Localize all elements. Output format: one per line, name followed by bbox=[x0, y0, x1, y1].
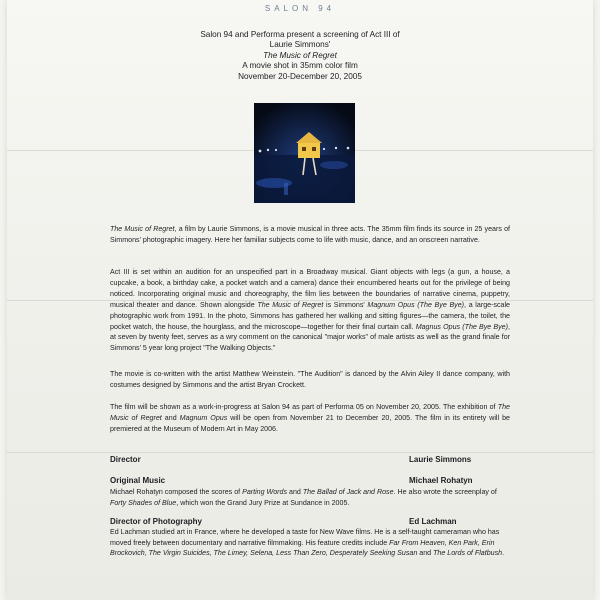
credit-name: Michael Rohatyn bbox=[409, 476, 473, 485]
bio-text: . bbox=[502, 549, 505, 558]
paragraph-text: The film will be shown as a work-in-progress at Salon 94 as part of Performa 05 on November 20, 2005. The exhibition of bbox=[110, 403, 498, 411]
paragraph-text: , a film by Laurie Simmons, is a movie musical in three acts. The 35mm film finds its source in 25 years of Simmons' photographic imagery. Here her familiar subjects come to life with music, dance, and an onscreen narrative. bbox=[110, 225, 510, 244]
film-title: Parting Words bbox=[242, 488, 288, 496]
paragraph-collaborators bbox=[110, 369, 510, 391]
film-title: The Music of Regret bbox=[110, 403, 510, 422]
artwork-title: Magnum Opus (The Bye Bye) bbox=[367, 300, 465, 309]
artwork-title: Magnum Opus bbox=[179, 413, 228, 422]
artwork-title: Magnus Opus (The Bye Bye) bbox=[415, 322, 508, 331]
header-dates: November 20-December 20, 2005 bbox=[238, 71, 362, 81]
paragraph-screening bbox=[110, 402, 510, 435]
film-still-image bbox=[254, 103, 355, 203]
credit-role: Director bbox=[110, 455, 141, 464]
film-title: The Music of Regret bbox=[110, 225, 175, 233]
film-title: The Ballad of Jack and Rose bbox=[302, 488, 394, 496]
bio-text: and bbox=[417, 549, 434, 558]
film-title: The Music of Regret bbox=[257, 300, 324, 309]
header-line: Salon 94 and Performa present a screening of Act III of bbox=[200, 30, 400, 39]
paragraph-text: , a large-scale photographic work from 1991. In the photo, Simmons has gathered her walking and sitting figures—the camera, the toilet, the pocket watch, the house, the hourglass, and the microscope—together for their final curtain call. bbox=[110, 300, 511, 331]
credit-name: Ed Lachman bbox=[409, 517, 457, 526]
paragraph-act-iii bbox=[110, 267, 510, 354]
bio-text: Michael Rohatyn composed the scores of bbox=[110, 488, 243, 496]
header-line: A movie shot in 35mm color film bbox=[242, 61, 358, 71]
paragraph-text: and bbox=[161, 413, 180, 422]
paragraph-text: The movie is co-written with the artist Matthew Weinstein. "The Audition" is danced by the Alvin Ailey II dance company, with costumes designed by Simmons and the artist Bryan Crockett. bbox=[110, 370, 510, 389]
bio-text: and bbox=[287, 488, 303, 496]
bio-text: Ed Lachman studied art in France, where he developed a taste for New Wave films. He is a self-taught cameraman who has moved freely between documentary and narrative filmmaking. His feature credits include bbox=[110, 528, 500, 547]
credit-role: Original Music bbox=[110, 476, 166, 485]
bio-text: . He also wrote the screenplay of bbox=[393, 488, 497, 496]
paragraph-text: is Simmons' bbox=[323, 300, 368, 309]
salon-94-logo: SALON 94 bbox=[264, 4, 336, 13]
credit-name: Laurie Simmons bbox=[409, 455, 472, 464]
film-title: Far From Heaven, Ken Park, Erin Brockovich, The Virgin Suicides, The Limey, Selena, Less Than Zero, Desperately Seeking Susan bbox=[110, 538, 495, 558]
film-title: Forty Shades of Blue bbox=[110, 498, 177, 507]
header-block bbox=[7, 30, 593, 82]
paragraph-text: will be open from November 21 to December 20, 2005. The film in its entirety will be premiered at the Museum of Modern Art in May 2006. bbox=[110, 413, 510, 433]
credit-photography-bio bbox=[110, 527, 510, 559]
header-film-title: The Music of Regret bbox=[263, 50, 337, 60]
press-release-sheet bbox=[7, 0, 593, 600]
paper-fold-line bbox=[7, 452, 593, 453]
paragraph-text: Act III is set within an audition for an unspecified part in a Broadway musical. Giant objects with legs (a gun, a house, a cupcake, a book, a birthday cake, a pocket watch and a camera) dance their encumbered hearts out for the privilege of being noticed. Incorporating original music and choreography, the film lies between the boundaries of narrative cinema, puppetry, musical theater and dance. Shown alongside bbox=[110, 268, 510, 309]
paragraph-intro bbox=[110, 224, 510, 246]
header-line: Laurie Simmons' bbox=[269, 40, 331, 50]
credit-music-bio bbox=[110, 487, 510, 508]
credit-role: Director of Photography bbox=[110, 517, 203, 526]
paragraph-text: , at seven by twenty feet, serves as a wry comment on the canonical "major works" of male artists as well as the grand finale for Simmons' 5 year long project "The Walking Objects." bbox=[110, 322, 510, 353]
bio-text: , which won the Grand Jury Prize at Sundance in 2005. bbox=[176, 498, 350, 507]
film-title: The Lords of Flatbush bbox=[433, 549, 503, 558]
film-still-house-figure bbox=[254, 103, 355, 203]
